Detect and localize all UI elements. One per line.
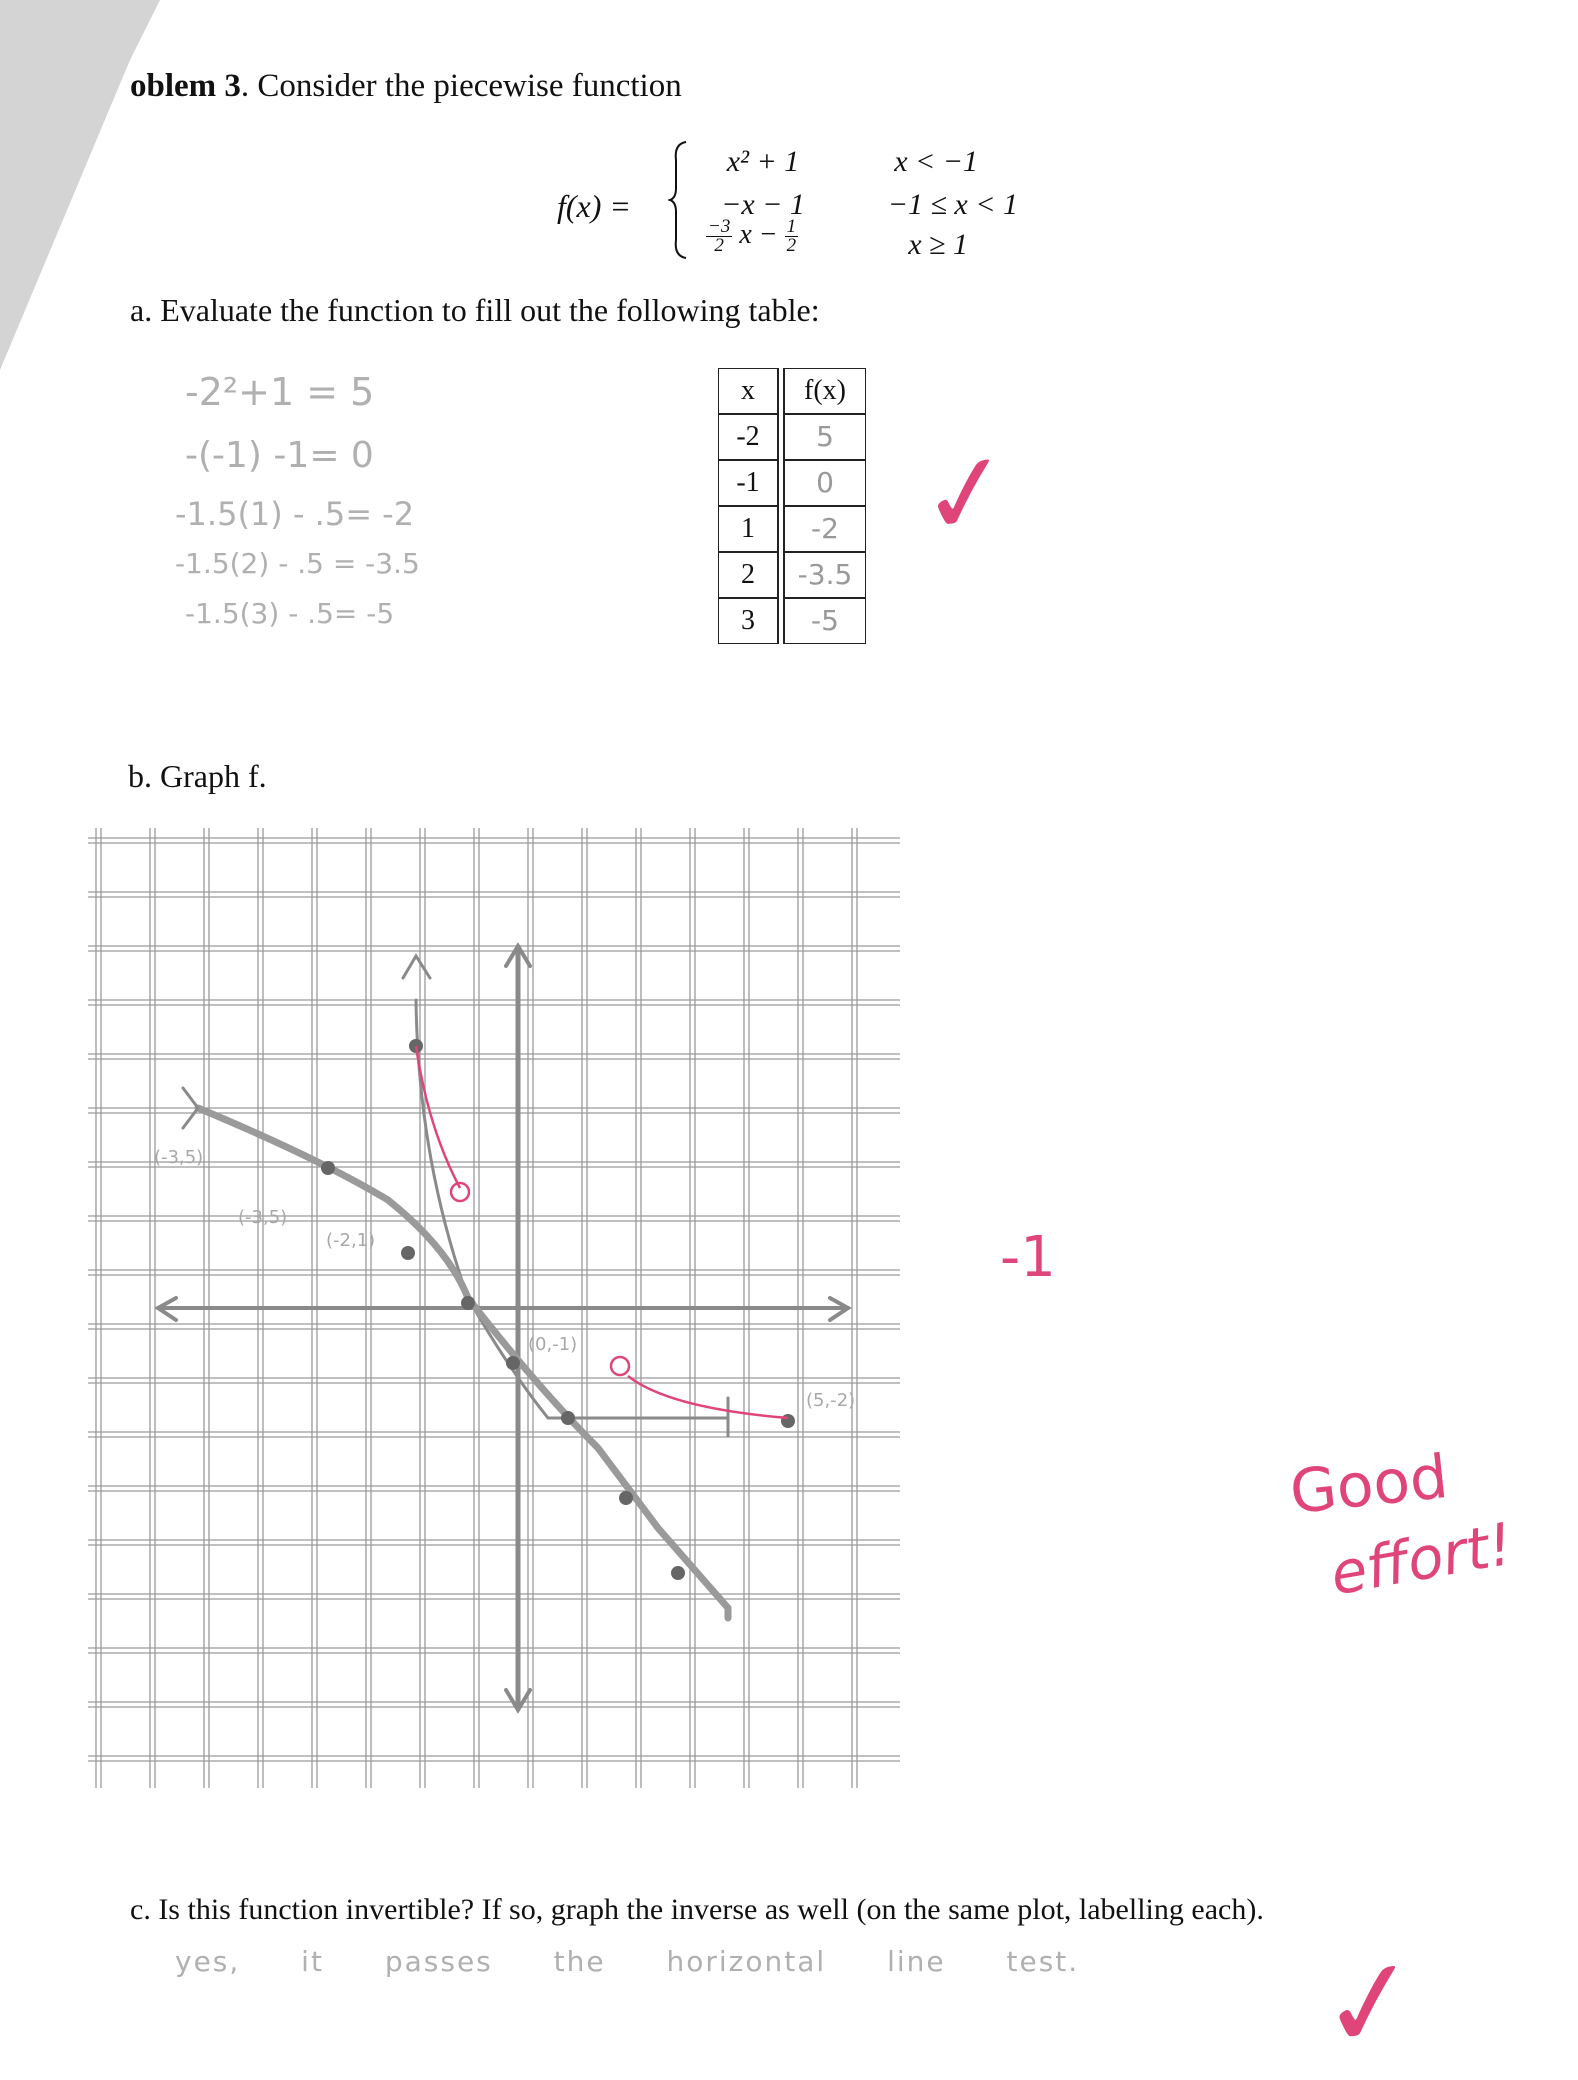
case-3-expression: $\frac{-3}{2}$ x − $\frac{1}{2}$ <box>708 216 797 256</box>
table-row: 1 -2 <box>718 506 866 552</box>
svg-text:(0,-1): (0,-1) <box>528 1334 578 1355</box>
piecewise-brace <box>668 140 688 260</box>
graph-area <box>88 828 900 1798</box>
case-3-constant: $\frac{1}{2}$ <box>786 216 797 256</box>
table-row: 2 -3.5 <box>718 552 866 598</box>
scratch-line-3: -1.5(1) - .5= -2 <box>175 495 415 533</box>
part-b-prompt: b. Graph f. <box>128 758 267 794</box>
point-labels <box>154 1147 855 1411</box>
case-1-condition: x < −1 <box>894 145 978 178</box>
svg-text:(5,-2): (5,-2) <box>806 1390 856 1411</box>
table-row: -2 5 <box>718 414 866 460</box>
table-row: -1 0 <box>718 460 866 506</box>
svg-text:(-3,5): (-3,5) <box>238 1207 288 1228</box>
scratch-line-4: -1.5(2) - .5 = -3.5 <box>175 547 420 580</box>
case-3-condition: x ≥ 1 <box>908 228 968 261</box>
answer-cell: 5 <box>816 420 834 453</box>
header-fx: f(x) <box>784 368 866 414</box>
grader-comment-effort: effort! <box>1325 1509 1518 1609</box>
curve-arrow <box>403 956 430 978</box>
part-c-answer: yes, it passes the horizontal line test. <box>175 1945 1080 1978</box>
answer-cell: -3.5 <box>797 558 853 591</box>
case-2-expression: −x − 1 <box>721 188 805 221</box>
answer-cell: -5 <box>811 604 839 637</box>
grader-deduction: -1 <box>1000 1225 1056 1290</box>
red-corrections <box>416 1046 788 1418</box>
table-header-row <box>718 368 866 414</box>
part-a-prompt: a. Evaluate the function to fill out the following table: <box>130 292 820 328</box>
case-2-condition: −1 ≤ x < 1 <box>887 188 1018 221</box>
svg-text:(-3,5): (-3,5) <box>154 1147 204 1168</box>
function-curve <box>416 1000 728 1418</box>
answer-cell: 0 <box>816 466 834 499</box>
grader-comment-good: Good <box>1286 1441 1452 1529</box>
check-mark-a: ✓ <box>911 424 1021 564</box>
case-3-coefficient: $\frac{-3}{2}$ <box>708 216 731 256</box>
problem-heading <box>130 68 682 105</box>
problem-number: oblem 3 <box>130 68 241 104</box>
svg-text:(-2,1): (-2,1) <box>326 1230 376 1251</box>
scratch-line-5: -1.5(3) - .5= -5 <box>185 597 395 630</box>
red-curve-segment <box>628 1376 788 1418</box>
open-circle <box>611 1357 629 1375</box>
part-c-prompt: c. Is this function invertible? If so, graph the inverse as well (on the same plot, labelling each). <box>130 1893 1264 1926</box>
header-x: x <box>718 368 778 414</box>
table-row: 3 -5 <box>718 598 866 644</box>
case-1-expression: x² + 1 <box>726 145 800 178</box>
check-mark-c: ✓ <box>1310 1928 1430 2080</box>
values-table <box>718 368 866 644</box>
scratch-line-2: -(-1) -1= 0 <box>185 435 374 476</box>
scratch-line-1: -2²+1 = 5 <box>185 370 375 414</box>
problem-intro: . Consider the piecewise function <box>240 68 682 104</box>
answer-cell: -2 <box>811 512 839 545</box>
function-name: f(x) = <box>557 188 631 224</box>
